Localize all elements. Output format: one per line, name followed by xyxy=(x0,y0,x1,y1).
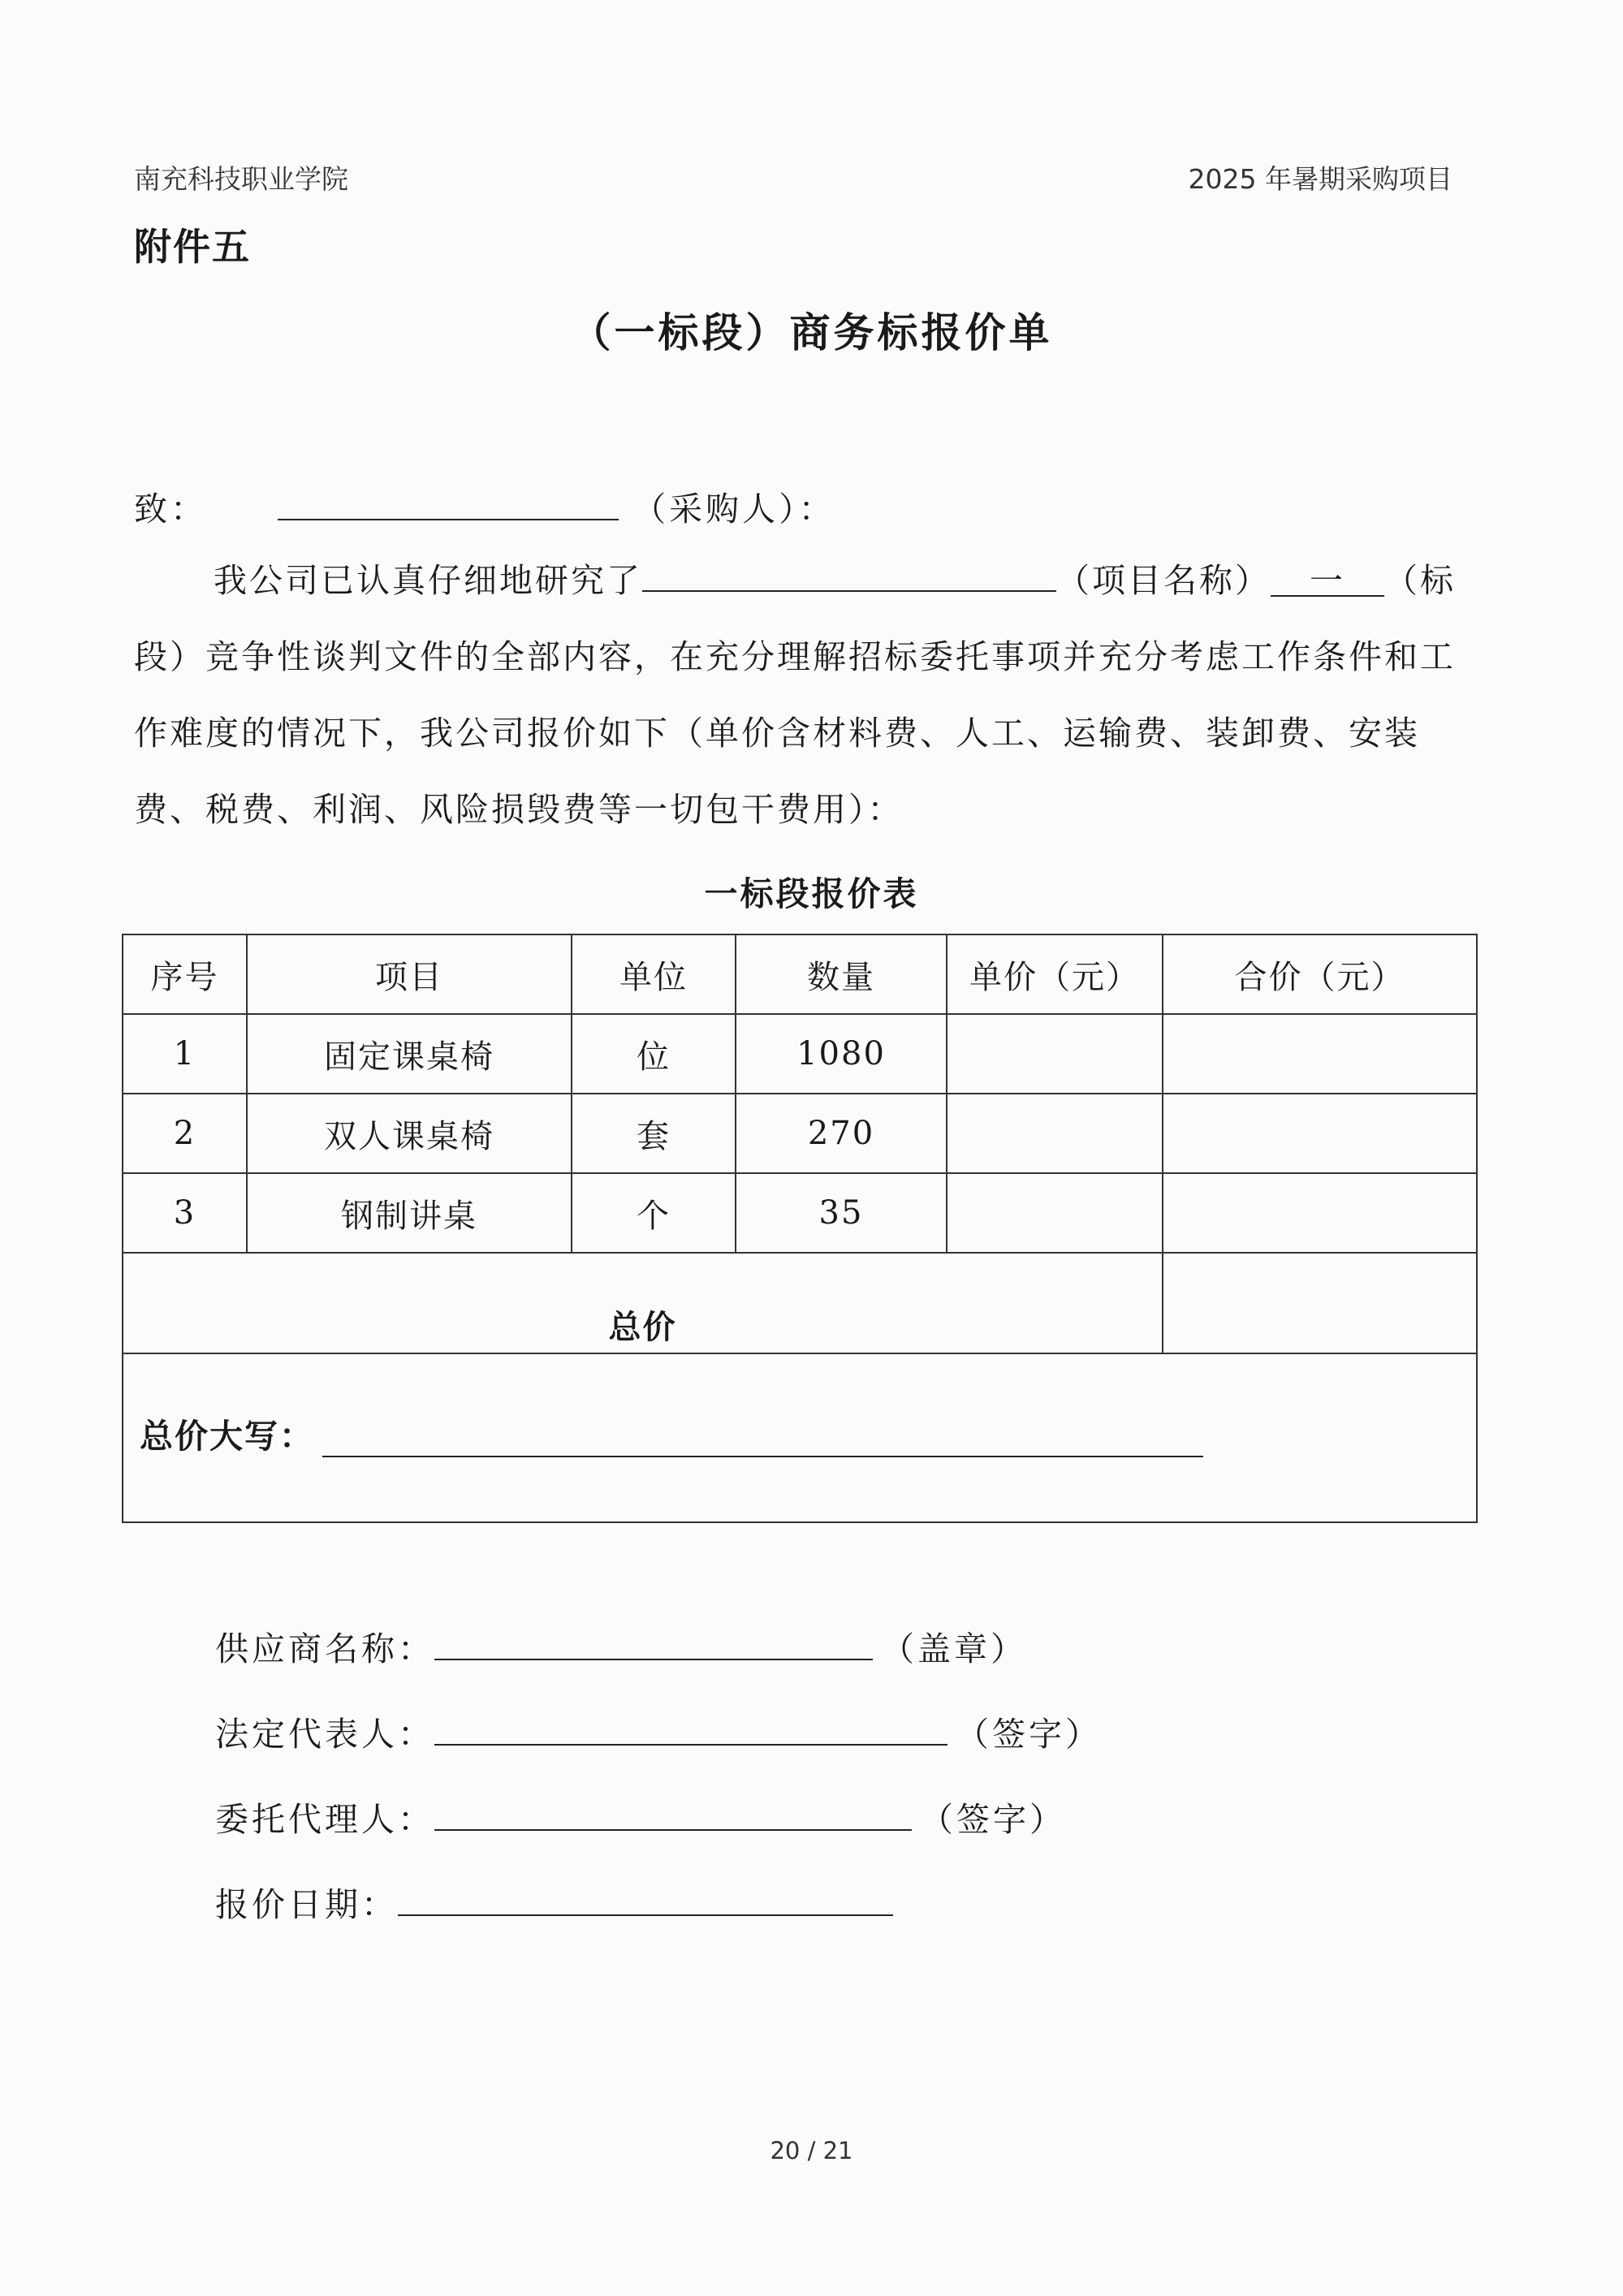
project-name-label: （项目名称） xyxy=(1056,561,1271,600)
total-value-cell[interactable] xyxy=(1163,1253,1477,1353)
row-unit-price-cell[interactable] xyxy=(947,1094,1163,1173)
total-in-words-blank[interactable] xyxy=(322,1423,1203,1457)
addressee-line xyxy=(134,482,835,530)
supplier-name-line xyxy=(215,1622,1027,1670)
statement-rest: （标段）竞争性谈判文件的全部内容，在充分理解招标委托事项并充分考虑工作条件和工作难度的情况下，我公司报价如下（单价含材料费、人工、运输费、装卸费、安装费、税费、利润、风险损毁费等一切包干费用）： xyxy=(134,561,1456,829)
total-in-words-label: 总价大写： xyxy=(140,1417,314,1456)
header-cell-item: 项目 xyxy=(247,934,572,1014)
addressee-prefix: 致： xyxy=(134,490,207,529)
page-number: 20 / 21 xyxy=(770,2137,853,2164)
row-item: 固定课桌椅 xyxy=(247,1014,572,1094)
header-cell-no: 序号 xyxy=(123,934,247,1014)
row-qty: 270 xyxy=(736,1094,947,1173)
quote-date-label: 报价日期： xyxy=(215,1885,398,1924)
statement-intro: 我公司已认真仔细地研究了 xyxy=(214,561,642,600)
row-line-total-cell[interactable] xyxy=(1163,1173,1477,1253)
quote-table-title: 一标段报价表 xyxy=(704,874,919,913)
total-in-words-row xyxy=(123,1353,1477,1522)
header-project-name: 2025 年暑期采购项目 xyxy=(1188,163,1452,195)
row-unit: 套 xyxy=(572,1094,736,1173)
row-qty: 35 xyxy=(736,1173,947,1253)
document-title: （一标段）商务标报价单 xyxy=(570,309,1053,356)
statement-paragraph xyxy=(134,542,1465,848)
project-name-blank[interactable] xyxy=(642,561,1056,592)
legal-representative-line xyxy=(215,1707,1102,1755)
legal-representative-blank[interactable] xyxy=(434,1715,947,1746)
header-cell-unit-price: 单价（元） xyxy=(947,934,1163,1014)
row-item: 钢制讲桌 xyxy=(247,1173,572,1253)
header-school-name: 南充科技职业学院 xyxy=(134,163,348,195)
supplier-seal-note: （盖章） xyxy=(881,1629,1027,1668)
total-row xyxy=(123,1253,1477,1353)
row-unit: 位 xyxy=(572,1014,736,1094)
purchaser-blank[interactable] xyxy=(278,490,619,520)
quote-table xyxy=(122,934,1478,1523)
authorized-agent-note: （签字） xyxy=(920,1800,1066,1839)
row-unit-price-cell[interactable] xyxy=(947,1173,1163,1253)
supplier-name-blank[interactable] xyxy=(434,1629,873,1660)
row-line-total-cell[interactable] xyxy=(1163,1094,1477,1173)
attachment-label: 附件五 xyxy=(134,225,251,269)
header-cell-unit: 单位 xyxy=(572,934,736,1014)
table-row xyxy=(123,1014,1477,1094)
table-header-row xyxy=(123,934,1477,1014)
row-qty: 1080 xyxy=(736,1014,947,1094)
authorized-agent-label: 委托代理人： xyxy=(215,1800,434,1839)
addressee-suffix: （采购人）： xyxy=(632,490,835,529)
quote-date-blank[interactable] xyxy=(398,1885,893,1916)
row-line-total-cell[interactable] xyxy=(1163,1014,1477,1094)
legal-representative-label: 法定代表人： xyxy=(215,1715,434,1754)
legal-representative-note: （签字） xyxy=(956,1715,1102,1754)
header-cell-line-total: 合价（元） xyxy=(1163,934,1477,1014)
row-unit-price-cell[interactable] xyxy=(947,1014,1163,1094)
total-label: 总价 xyxy=(123,1253,1163,1353)
row-no: 3 xyxy=(123,1173,247,1253)
quote-date-line xyxy=(215,1878,893,1926)
row-item: 双人课桌椅 xyxy=(247,1094,572,1173)
supplier-name-label: 供应商名称： xyxy=(215,1629,434,1668)
row-no: 1 xyxy=(123,1014,247,1094)
section-blank[interactable]: 一 xyxy=(1271,566,1384,597)
row-no: 2 xyxy=(123,1094,247,1173)
table-row xyxy=(123,1173,1477,1253)
row-unit: 个 xyxy=(572,1173,736,1253)
table-row xyxy=(123,1094,1477,1173)
authorized-agent-line xyxy=(215,1793,1066,1841)
header-cell-qty: 数量 xyxy=(736,934,947,1014)
total-in-words-cell xyxy=(123,1353,1477,1522)
authorized-agent-blank[interactable] xyxy=(434,1800,912,1831)
